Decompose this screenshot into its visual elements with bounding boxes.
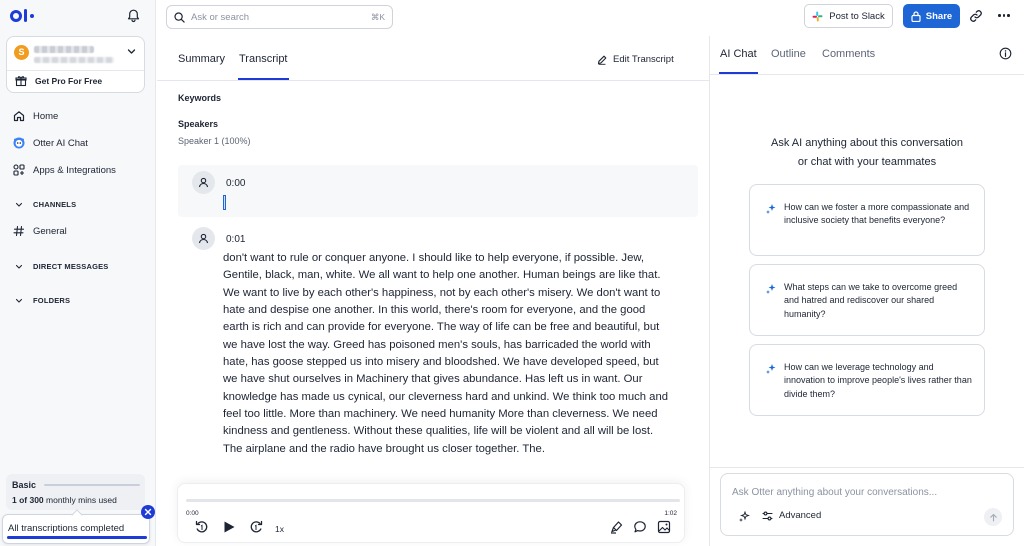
toast-message: All transcriptions completed [8,523,125,534]
plan-usage-text: 1 of 300 monthly mins used [12,495,117,505]
search-shortcut: ⌘K [370,12,385,22]
arrow-up-icon [989,513,998,522]
link-icon[interactable] [969,9,983,23]
post-to-slack-button[interactable] [804,4,893,28]
duration: 1:02 [664,510,677,517]
sidebar-item-home[interactable] [13,110,58,122]
divider [710,467,1024,468]
keywords-label: Keywords [178,93,222,103]
transcript-segment-highlight [178,165,698,217]
close-icon[interactable] [141,505,155,519]
redacted-email [34,57,114,63]
image-icon[interactable] [657,520,671,534]
sidebar [0,0,156,546]
sidebar-item-apps-integrations[interactable] [13,164,116,176]
text-cursor [223,195,226,210]
suggestion-card[interactable] [749,184,985,256]
section-folders[interactable] [15,296,70,305]
avatar: S [14,45,29,60]
tab-outline[interactable]: Outline [771,48,806,60]
segment-timestamp[interactable]: 0:01 [226,234,246,245]
suggestion-text: How can we leverage technology and innovation to improve people's lives rather than divide them? [784,362,972,399]
tab-summary[interactable]: Summary [178,53,226,65]
get-pro-button[interactable] [15,75,102,87]
section-direct-messages[interactable] [15,262,109,271]
playback-speed[interactable]: 1x [275,524,284,534]
lock-icon [911,11,921,22]
tab-ai-chat[interactable]: AI Chat [720,48,757,60]
gift-icon [15,75,27,87]
edit-transcript-button[interactable] [597,54,674,65]
otter-logo[interactable] [10,9,34,22]
plan-name: Basic [12,480,37,490]
speakers-label: Speakers [178,119,219,129]
bell-icon[interactable] [127,9,140,23]
audio-player [177,483,685,543]
more-icon[interactable] [998,14,1010,17]
hash-icon [13,225,25,237]
chevron-down-icon [15,201,23,209]
ai-chat-heading: Ask AI anything about this conversation or chat with your teammates [770,137,963,168]
user-icon[interactable] [192,171,215,194]
edit-transcript-label: Edit Transcript [613,54,674,65]
search-input[interactable] [191,9,361,25]
redacted-name [34,46,94,53]
sidebar-item-label: Otter AI Chat [33,137,88,149]
usage-progress-bar [44,484,140,486]
sidebar-item-label: Home [33,110,59,122]
sidebar-item-general[interactable] [13,225,67,237]
play-icon[interactable] [222,520,236,534]
tab-comments[interactable]: Comments [822,48,876,60]
account-card[interactable] [6,36,145,93]
segment-timestamp[interactable]: 0:00 [226,178,246,189]
chevron-down-icon [15,263,23,271]
speaker-entry[interactable]: Speaker 1 (100%) [178,136,251,146]
playback-progress-bar[interactable] [186,499,680,502]
section-label: FOLDERS [33,296,71,305]
home-icon [13,110,25,122]
transcriptions-toast[interactable] [2,514,150,544]
apps-icon [13,164,25,176]
sidebar-item-label: General [33,225,67,237]
pencil-icon [597,55,607,65]
info-icon[interactable] [999,47,1012,60]
user-icon[interactable] [192,227,215,250]
share-button[interactable] [903,4,960,28]
ask-otter-input[interactable] [732,484,1002,500]
chevron-down-icon[interactable] [127,47,136,56]
rewind-icon[interactable] [195,520,209,534]
suggestion-text: How can we foster a more compassionate and inclusive society that benefits everyone? [784,202,970,226]
toast-progress-bar [7,536,147,539]
get-pro-label: Get Pro For Free [35,76,103,86]
divider [7,70,144,71]
share-label: Share [925,10,953,22]
sliders-icon [762,511,773,521]
sidebar-item-label: Apps & Integrations [33,164,116,176]
send-button[interactable] [984,508,1002,526]
sidebar-item-otter-ai-chat[interactable] [13,137,88,149]
highlight-icon[interactable] [610,520,624,534]
chevron-down-icon [15,297,23,305]
current-time: 0:00 [186,510,199,517]
section-channels[interactable] [15,200,76,209]
section-label: CHANNELS [33,200,77,209]
suggestion-card[interactable] [749,344,985,416]
post-to-slack-label: Post to Slack [829,10,885,22]
ask-otter-box[interactable] [720,473,1014,536]
chevron-up-icon[interactable] [71,509,82,520]
tabs-divider [710,74,1024,75]
slack-icon [812,11,823,22]
sparkle-icon[interactable] [738,511,750,523]
suggestion-card[interactable] [749,264,985,336]
transcript-text[interactable]: don't want to rule or conquer anyone. I should like to help everyone, if possible. Jew, Gentile, black, man, white. We all want to help one another. Human beings are like that. We want to live by each other's happiness, not by each other's misery. We don't want to hate and despise one another. In this world, there's room for everyone, and the good earth is rich and can provide for everyone. The way of life can be free and beautiful, but we have lost the way. Greed has poisoned men's souls, has barricaded the world with hate, has goose stepped us into misery and bloodshed. We have developed speed, but we have shut ourselves in Machinery that gives abundance. Has left us in want. Our knowledge has made us cynical, our cleverness hard and unkind. We think too much and feel too little. More than machinery. We need humanity More than cleverness. We need kindness and gentleness. Without these qualities, life will be violent and all will be lost. The airplane and the radio have brought us closer together. The. [223,252,669,455]
advanced-label: Advanced [779,510,822,521]
comment-icon[interactable] [633,520,647,534]
forward-icon[interactable] [249,520,263,534]
plan-usage-card[interactable] [6,474,145,510]
advanced-button[interactable] [762,510,821,521]
section-label: DIRECT MESSAGES [33,262,109,271]
tab-transcript[interactable]: Transcript [239,53,288,65]
tabs-divider [157,80,709,81]
otter-chat-icon [13,137,25,149]
panel-divider [709,36,710,546]
search-box[interactable] [166,5,393,29]
suggestion-text: What steps can we take to overcome greed and hatred and rediscover our shared humanity? [784,282,958,319]
